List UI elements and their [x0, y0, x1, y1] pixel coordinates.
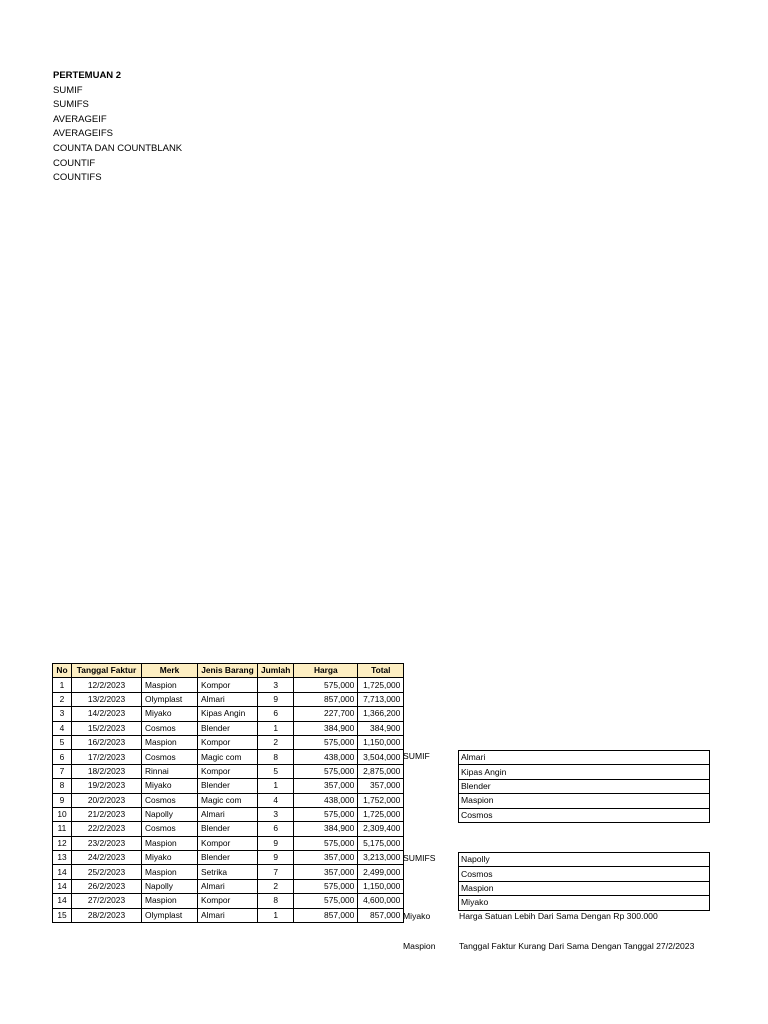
cell-total[interactable]: 2,499,000: [358, 865, 404, 879]
table-row: [53, 894, 404, 908]
cell-no[interactable]: 10: [53, 807, 72, 821]
cell-no[interactable]: 4: [53, 721, 72, 735]
cell-total[interactable]: 857,000: [358, 908, 404, 922]
note-label-maspion: Maspion: [403, 941, 436, 951]
cell-jenis-barang[interactable]: Almari: [198, 879, 258, 893]
cell-total[interactable]: 357,000: [358, 779, 404, 793]
cell-total[interactable]: 3,504,000: [358, 750, 404, 764]
cell-no[interactable]: 2: [53, 692, 72, 706]
cell-no[interactable]: 5: [53, 735, 72, 749]
topic-item: COUNTIF: [53, 157, 96, 169]
cell-jumlah[interactable]: 9: [258, 851, 294, 865]
cell-no[interactable]: 9: [53, 793, 72, 807]
cell-harga[interactable]: 227,700: [294, 707, 358, 721]
table-row: [53, 764, 404, 778]
cell-tanggal-faktur[interactable]: 20/2/2023: [72, 793, 142, 807]
cell-jenis-barang[interactable]: Kompor: [198, 764, 258, 778]
cell-tanggal-faktur[interactable]: 26/2/2023: [72, 879, 142, 893]
cell-harga[interactable]: 575,000: [294, 894, 358, 908]
cell-merk[interactable]: Maspion: [142, 865, 198, 879]
cell-harga[interactable]: 438,000: [294, 793, 358, 807]
note-label-miyako: Miyako: [403, 911, 431, 921]
cell-tanggal-faktur[interactable]: 28/2/2023: [72, 908, 142, 922]
table-row: [53, 707, 404, 721]
cell-total[interactable]: 384,900: [358, 721, 404, 735]
cell-harga[interactable]: 857,000: [294, 692, 358, 706]
cell-harga[interactable]: 438,000: [294, 750, 358, 764]
cell-harga[interactable]: 575,000: [294, 735, 358, 749]
topic-item: AVERAGEIFS: [53, 128, 114, 140]
table-row: [53, 721, 404, 735]
cell-merk[interactable]: Napolly: [142, 879, 198, 893]
cell-jumlah[interactable]: 3: [258, 807, 294, 821]
cell-total[interactable]: 7,713,000: [358, 692, 404, 706]
cell-tanggal-faktur[interactable]: 21/2/2023: [72, 807, 142, 821]
sumif-label: SUMIF: [403, 751, 430, 761]
sumifs-criteria-box: [458, 852, 710, 911]
cell-no[interactable]: 14: [53, 894, 72, 908]
cell-no[interactable]: 12: [53, 836, 72, 850]
page-title: PERTEMUAN 2: [53, 70, 122, 81]
table-header-row: [53, 664, 404, 678]
cell-total[interactable]: 1,725,000: [358, 678, 404, 692]
sumifs-label: SUMIFS: [403, 853, 436, 863]
note-text-maspion: Tanggal Faktur Kurang Dari Sama Dengan Tanggal 27/2/2023: [459, 941, 695, 951]
table-row: [53, 865, 404, 879]
cell-jenis-barang[interactable]: Almari: [198, 908, 258, 922]
cell-jumlah[interactable]: 8: [258, 750, 294, 764]
cell-total[interactable]: 4,600,000: [358, 894, 404, 908]
cell-tanggal-faktur[interactable]: 23/2/2023: [72, 836, 142, 850]
cell-jumlah[interactable]: 8: [258, 894, 294, 908]
cell-jumlah[interactable]: 4: [258, 793, 294, 807]
cell-jumlah[interactable]: 5: [258, 764, 294, 778]
cell-no[interactable]: 1: [53, 678, 72, 692]
cell-jumlah[interactable]: 6: [258, 707, 294, 721]
cell-tanggal-faktur[interactable]: 25/2/2023: [72, 865, 142, 879]
column-header-tanggal-faktur: Tanggal Faktur: [72, 664, 142, 678]
cell-jenis-barang[interactable]: Blender: [198, 779, 258, 793]
cell-merk[interactable]: Maspion: [142, 735, 198, 749]
cell-tanggal-faktur[interactable]: 24/2/2023: [72, 851, 142, 865]
cell-jenis-barang[interactable]: Kompor: [198, 894, 258, 908]
table-row: [53, 692, 404, 706]
cell-no[interactable]: 6: [53, 750, 72, 764]
cell-merk[interactable]: Cosmos: [142, 793, 198, 807]
cell-jumlah[interactable]: 1: [258, 721, 294, 735]
cell-jenis-barang[interactable]: Magic com: [198, 793, 258, 807]
topic-item: AVERAGEIF: [53, 113, 107, 125]
topic-item: COUNTIFS: [53, 172, 102, 184]
sumif-criteria-cell[interactable]: Kipas Angin: [459, 765, 710, 779]
cell-jenis-barang[interactable]: Kipas Angin: [198, 707, 258, 721]
cell-total[interactable]: 5,175,000: [358, 836, 404, 850]
sumif-criteria-cell[interactable]: Cosmos: [459, 808, 710, 822]
cell-harga[interactable]: 357,000: [294, 779, 358, 793]
cell-jenis-barang[interactable]: Magic com: [198, 750, 258, 764]
cell-jumlah[interactable]: 9: [258, 836, 294, 850]
cell-merk[interactable]: Maspion: [142, 894, 198, 908]
cell-total[interactable]: 3,213,000: [358, 851, 404, 865]
table-row: [53, 678, 404, 692]
cell-merk[interactable]: Miyako: [142, 707, 198, 721]
column-header-harga: Harga: [294, 664, 358, 678]
cell-jumlah[interactable]: 9: [258, 692, 294, 706]
cell-jumlah[interactable]: 2: [258, 879, 294, 893]
table-row: [53, 793, 404, 807]
cell-harga[interactable]: 575,000: [294, 879, 358, 893]
cell-jenis-barang[interactable]: Almari: [198, 807, 258, 821]
column-header-no: No: [53, 664, 72, 678]
cell-harga[interactable]: 384,900: [294, 822, 358, 836]
cell-jumlah[interactable]: 6: [258, 822, 294, 836]
cell-no[interactable]: 3: [53, 707, 72, 721]
cell-jumlah[interactable]: 1: [258, 779, 294, 793]
cell-jenis-barang[interactable]: Blender: [198, 721, 258, 735]
cell-harga[interactable]: 575,000: [294, 678, 358, 692]
table-row: [53, 908, 404, 922]
cell-jenis-barang[interactable]: Setrika: [198, 865, 258, 879]
column-header-jumlah: Jumlah: [258, 664, 294, 678]
cell-merk[interactable]: Olymplast: [142, 692, 198, 706]
sumif-criteria-cell[interactable]: Almari: [459, 751, 710, 765]
cell-harga[interactable]: 857,000: [294, 908, 358, 922]
cell-jumlah[interactable]: 3: [258, 678, 294, 692]
sumifs-criteria-cell[interactable]: Napolly: [459, 853, 710, 867]
topic-list: [53, 69, 182, 186]
table-row: [53, 779, 404, 793]
table-row: [53, 851, 404, 865]
cell-jumlah[interactable]: 2: [258, 735, 294, 749]
cell-merk[interactable]: Cosmos: [142, 750, 198, 764]
cell-harga[interactable]: 575,000: [294, 836, 358, 850]
cell-total[interactable]: 1,752,000: [358, 793, 404, 807]
cell-jenis-barang[interactable]: Kompor: [198, 678, 258, 692]
sumif-criteria-cell[interactable]: Maspion: [459, 794, 710, 808]
cell-harga[interactable]: 384,900: [294, 721, 358, 735]
cell-jenis-barang[interactable]: Almari: [198, 692, 258, 706]
cell-merk[interactable]: Miyako: [142, 851, 198, 865]
table-row: [53, 735, 404, 749]
table-body: [53, 678, 404, 923]
cell-tanggal-faktur[interactable]: 16/2/2023: [72, 735, 142, 749]
cell-merk[interactable]: Cosmos: [142, 721, 198, 735]
cell-tanggal-faktur[interactable]: 17/2/2023: [72, 750, 142, 764]
sumifs-criteria-cell[interactable]: Miyako: [459, 896, 710, 910]
cell-tanggal-faktur[interactable]: 12/2/2023: [72, 678, 142, 692]
cell-jenis-barang[interactable]: Blender: [198, 822, 258, 836]
cell-tanggal-faktur[interactable]: 22/2/2023: [72, 822, 142, 836]
cell-harga[interactable]: 357,000: [294, 865, 358, 879]
sumifs-criteria-cell[interactable]: Cosmos: [459, 867, 710, 881]
cell-merk[interactable]: Olymplast: [142, 908, 198, 922]
cell-merk[interactable]: Cosmos: [142, 822, 198, 836]
table-row: [53, 750, 404, 764]
cell-total[interactable]: 1,150,000: [358, 879, 404, 893]
cell-merk[interactable]: Maspion: [142, 678, 198, 692]
cell-total[interactable]: 1,150,000: [358, 735, 404, 749]
cell-no[interactable]: 14: [53, 879, 72, 893]
cell-total[interactable]: 1,725,000: [358, 807, 404, 821]
column-header-merk: Merk: [142, 664, 198, 678]
topic-item: SUMIF: [53, 84, 83, 96]
cell-jenis-barang[interactable]: Kompor: [198, 735, 258, 749]
sumif-criteria-cell[interactable]: Blender: [459, 779, 710, 793]
cell-harga[interactable]: 575,000: [294, 807, 358, 821]
cell-no[interactable]: 8: [53, 779, 72, 793]
cell-tanggal-faktur[interactable]: 27/2/2023: [72, 894, 142, 908]
cell-no[interactable]: 14: [53, 865, 72, 879]
note-text-miyako: Harga Satuan Lebih Dari Sama Dengan Rp 300.000: [459, 911, 658, 921]
cell-total[interactable]: 2,309,400: [358, 822, 404, 836]
cell-merk[interactable]: Maspion: [142, 836, 198, 850]
cell-no[interactable]: 15: [53, 908, 72, 922]
cell-tanggal-faktur[interactable]: 15/2/2023: [72, 721, 142, 735]
table-row: [53, 822, 404, 836]
cell-harga[interactable]: 357,000: [294, 851, 358, 865]
table-row: [53, 879, 404, 893]
cell-jenis-barang[interactable]: Blender: [198, 851, 258, 865]
cell-jumlah[interactable]: 1: [258, 908, 294, 922]
sumifs-criteria-cell[interactable]: Maspion: [459, 881, 710, 895]
cell-no[interactable]: 13: [53, 851, 72, 865]
cell-jenis-barang[interactable]: Kompor: [198, 836, 258, 850]
cell-tanggal-faktur[interactable]: 13/2/2023: [72, 692, 142, 706]
column-header-jenis-barang: Jenis Barang: [198, 664, 258, 678]
sales-table: [52, 663, 404, 923]
cell-no[interactable]: 11: [53, 822, 72, 836]
cell-harga[interactable]: 575,000: [294, 764, 358, 778]
cell-tanggal-faktur[interactable]: 18/2/2023: [72, 764, 142, 778]
cell-merk[interactable]: Miyako: [142, 779, 198, 793]
topic-item: COUNTA DAN COUNTBLANK: [53, 142, 183, 154]
sumif-criteria-box: [458, 750, 710, 823]
cell-tanggal-faktur[interactable]: 14/2/2023: [72, 707, 142, 721]
table-row: [53, 807, 404, 821]
topic-item: SUMIFS: [53, 99, 89, 111]
cell-merk[interactable]: Rinnai: [142, 764, 198, 778]
table-row: [53, 836, 404, 850]
cell-tanggal-faktur[interactable]: 19/2/2023: [72, 779, 142, 793]
column-header-total: Total: [358, 664, 404, 678]
cell-total[interactable]: 2,875,000: [358, 764, 404, 778]
cell-merk[interactable]: Napolly: [142, 807, 198, 821]
cell-total[interactable]: 1,366,200: [358, 707, 404, 721]
cell-no[interactable]: 7: [53, 764, 72, 778]
cell-jumlah[interactable]: 7: [258, 865, 294, 879]
